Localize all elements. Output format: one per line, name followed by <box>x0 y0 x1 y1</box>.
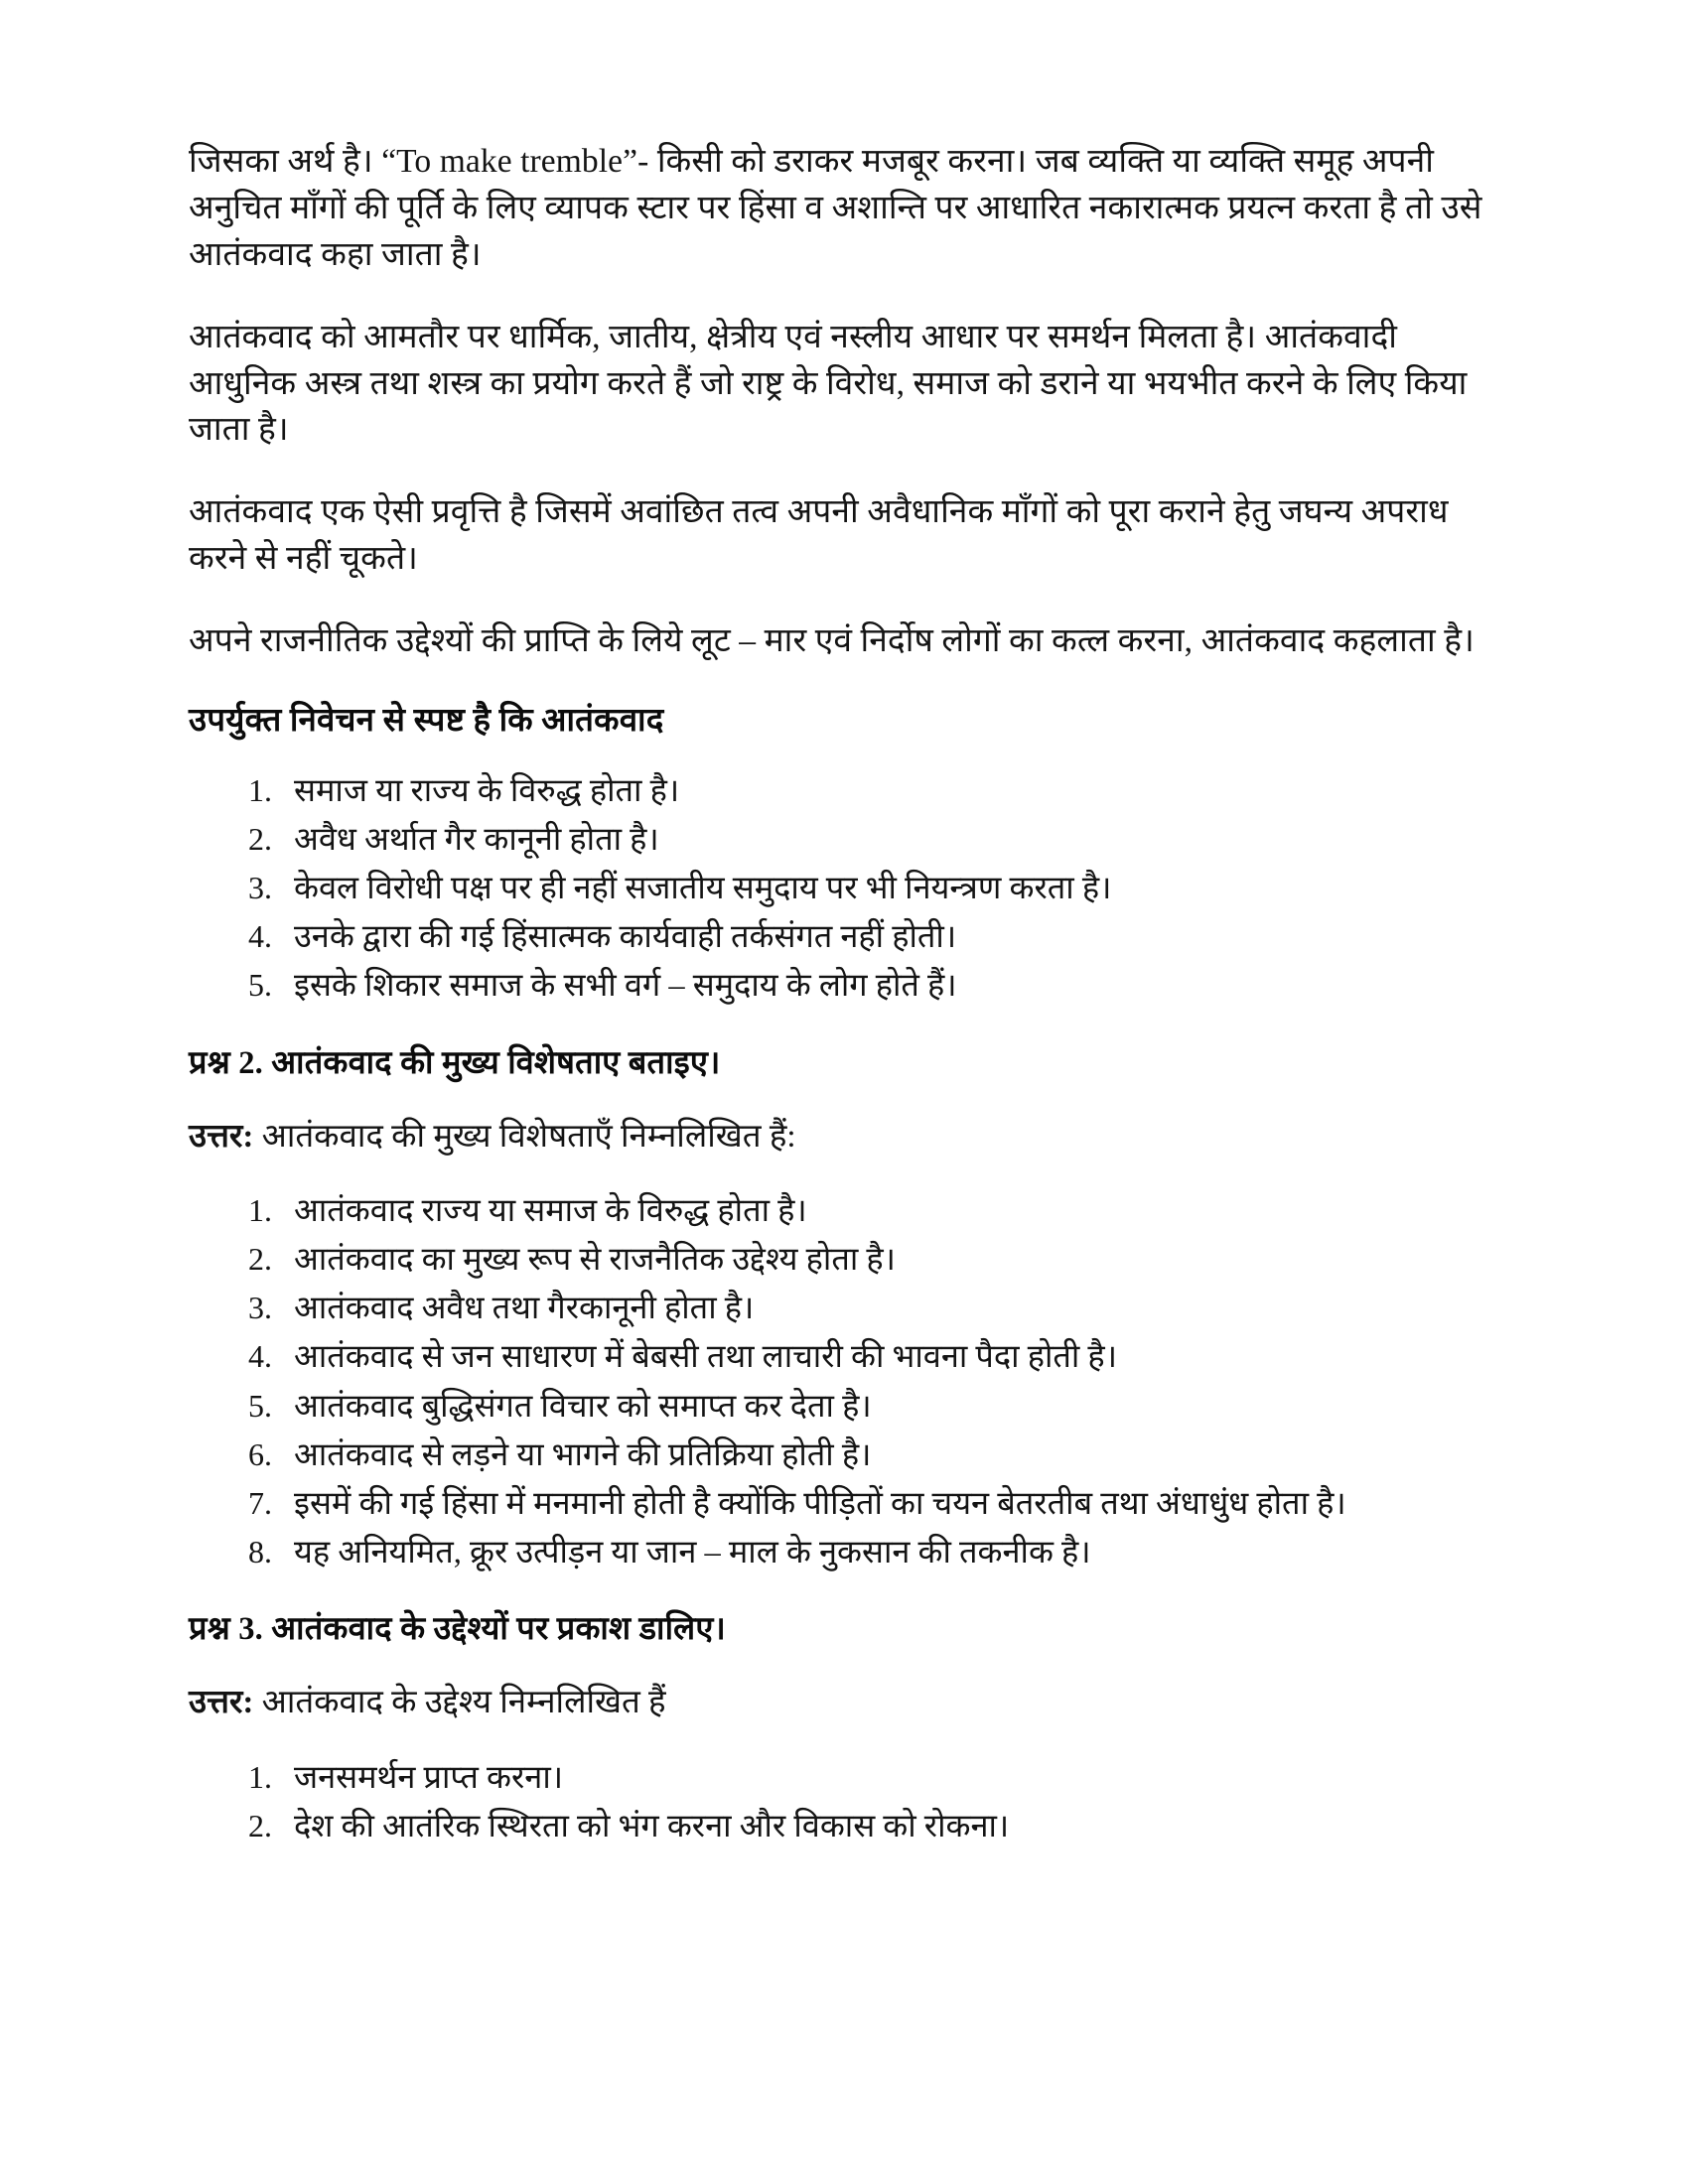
paragraph-2: आतंकवाद को आमतौर पर धार्मिक, जातीय, क्षेत्रीय एवं नस्लीय आधार पर समर्थन मिलता है। आतंकवादी आधुनिक अस्त्र तथा शस्त्र का प्रयोग करते हैं जो राष्ट्र के विरोध, समाज को डराने या भयभीत करने के लिए किया जाता है। <box>189 318 1468 449</box>
question-2-answer-line <box>189 1114 1509 1160</box>
list-question-3-objectives <box>189 1756 1509 1848</box>
list-item <box>280 1385 1509 1429</box>
answer-text: आतंकवाद के उद्देश्य निम्नलिखित हैं <box>253 1685 666 1721</box>
paragraph-1: जिसका अर्थ है। “To make tremble”- किसी को डराकर मजबूर करना। जब व्यक्ति या व्यक्ति समूह अपनी अनुचित माँगों की पूर्ति के लिए व्यापक स्टार पर हिंसा व अशान्ति पर आधारित नकारात्मक प्रयत्न करता है तो उसे आतंकवाद कहा जाता है। <box>189 143 1482 273</box>
list-item <box>280 867 1509 910</box>
list-item <box>280 1335 1509 1379</box>
question-3-answer-line <box>189 1680 1509 1725</box>
question-3-heading: प्रश्न 3. आतंकवाद के उद्देश्यों पर प्रकाश डालिए। <box>189 1611 727 1648</box>
list-item-text: आतंकवाद बुद्धिसंगत विचार को समाप्त कर देता है। <box>294 1388 872 1425</box>
list-item-text: केवल विरोधी पक्ष पर ही नहीं सजातीय समुदाय पर भी नियन्त्रण करता है। <box>294 871 1112 906</box>
list-item <box>280 818 1509 862</box>
list-item-text: देश की आतंरिक स्थिरता को भंग करना और विकास को रोकना। <box>294 1808 1010 1844</box>
list-item-text: आतंकवाद का मुख्य रूप से राजनैतिक उद्देश्य होता है। <box>294 1241 896 1278</box>
list-item-text: अवैध अर्थात गैर कानूनी होता है। <box>294 821 659 858</box>
answer-text: आतंकवाद की मुख्य विशेषताएँ निम्नलिखित हैं: <box>253 1118 796 1155</box>
list-item-text: आतंकवाद से जन साधारण में बेबसी तथा लाचारी की भावना पैदा होती है। <box>294 1339 1118 1376</box>
paragraph-3: आतंकवाद एक ऐसी प्रवृत्ति है जिसमें अवांछित तत्व अपनी अवैधानिक माँगों को पूरा कराने हेतु जघन्य अपराध करने से नहीं चूकते। <box>189 493 1449 578</box>
list-item <box>280 1756 1509 1800</box>
list-item-text: आतंकवाद राज्य या समाज के विरुद्ध होता है। <box>294 1192 807 1229</box>
list-item <box>280 1189 1509 1233</box>
list-item-text: इसमें की गई हिंसा में मनमानी होती है क्योंकि पीड़ितों का चयन बेतरतीब तथा अंधाधुंध होता है। <box>294 1486 1346 1523</box>
answer-label: उत्तर: <box>189 1685 254 1721</box>
list-item <box>280 1433 1509 1477</box>
list-item-text: आतंकवाद से लड़ने या भागने की प्रतिक्रिया होती है। <box>294 1436 872 1473</box>
paragraph-4: अपने राजनीतिक उद्देश्यों की प्राप्ति के लिये लूट – मार एवं निर्दोष लोगों का कत्ल करना, आतंकवाद कहलाता है। <box>189 622 1475 660</box>
list-item <box>280 964 1509 1008</box>
list-conclusion-points <box>189 769 1509 1009</box>
list-item-text: जनसमर्थन प्राप्त करना। <box>294 1759 564 1796</box>
list-item <box>280 1531 1509 1574</box>
list-item <box>280 1482 1509 1526</box>
list-item-text: आतंकवाद अवैध तथा गैरकानूनी होता है। <box>294 1291 755 1327</box>
document-body <box>189 139 1509 1848</box>
answer-label: उत्तर: <box>189 1118 254 1155</box>
question-2-heading: प्रश्न 2. आतंकवाद की मुख्य विशेषताए बताइए। <box>189 1044 721 1081</box>
list-item-text: समाज या राज्य के विरुद्ध होता है। <box>294 772 680 809</box>
list-item <box>280 769 1509 813</box>
list-question-2-features <box>189 1189 1509 1575</box>
list-item <box>280 1238 1509 1282</box>
list-item <box>280 1805 1509 1848</box>
list-item-text: यह अनियमित, क्रूर उत्पीड़न या जान – माल के नुकसान की तकनीक है। <box>294 1535 1091 1571</box>
list-item <box>280 915 1509 959</box>
list-item-text: उनके द्वारा की गई हिंसात्मक कार्यवाही तर्कसंगत नहीं होती। <box>294 919 957 956</box>
list-item <box>280 1287 1509 1330</box>
section-heading: उपर्युक्त निवेचन से स्पष्ट है कि आतंकवाद <box>189 703 664 740</box>
list-item-text: इसके शिकार समाज के सभी वर्ग – समुदाय के लोग होते हैं। <box>294 968 957 1005</box>
